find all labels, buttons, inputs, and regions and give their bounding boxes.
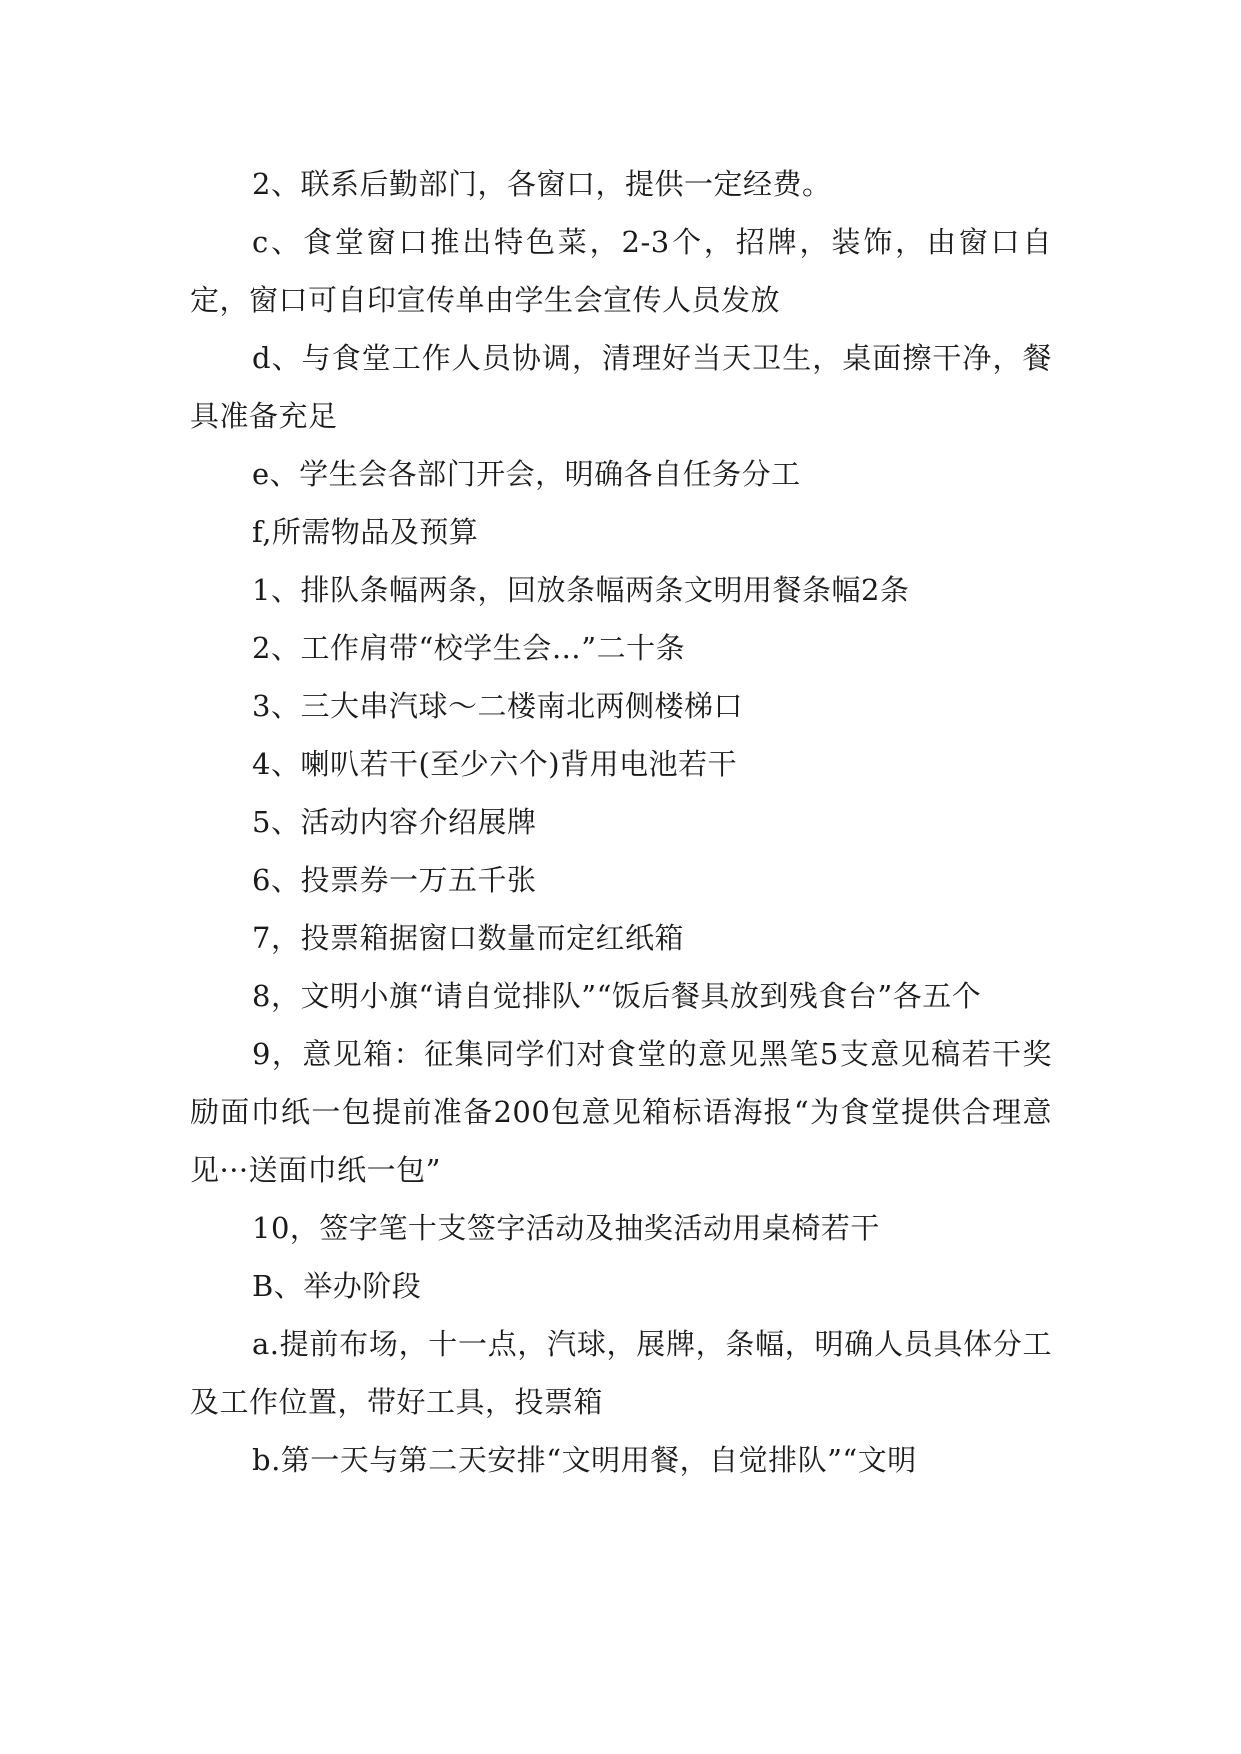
list-item-vote-tickets: 6、投票券一万五千张 [252,863,537,897]
list-item-flags: 8，文明小旗“请自觉排队”“饭后餐具放到残食台”各五个 [252,979,982,1013]
list-item-sashes: 2、工作肩带“校学生会…”二十条 [252,631,686,665]
list-item-balloons: 3、三大串汽球～二楼南北两侧楼梯口 [252,689,743,723]
paragraph-contact-logistics: 2、联系后勤部门，各窗口，提供一定经费。 [252,167,832,201]
list-item-display-boards: 5、活动内容介绍展牌 [252,805,537,839]
paragraph-canteen-coordination: d、与食堂工作人员协调，清理好当天卫生，桌面擦干净，餐具准备充足 [190,341,1052,433]
list-item-banners: 1、排队条幅两条，回放条幅两条文明用餐条幅2条 [252,573,910,607]
section-heading-event-stage: B、举办阶段 [252,1269,422,1303]
paragraph-materials-budget-heading: f,所需物品及预算 [252,515,479,549]
paragraph-setup: a.提前布场，十一点，汽球，展牌，条幅，明确人员具体分工及工作位置，带好工具，投票箱 [190,1327,1052,1419]
paragraph-department-meeting: e、学生会各部门开会，明确各自任务分工 [252,457,801,491]
list-item-pens-tables: 10，签字笔十支签字活动及抽奖活动用桌椅若干 [252,1211,880,1245]
list-item-suggestion-box: 9，意见箱：征集同学们对食堂的意见黑笔5支意见稿若干奖励面巾纸一包提前准备200包意见箱标语海报“为食堂提供合理意见···送面巾纸一包” [190,1037,1052,1187]
paragraph-special-dishes: c、食堂窗口推出特色菜，2-3个，招牌，装饰，由窗口自定，窗口可自印宣传单由学生会宣传人员发放 [190,225,1052,317]
document-body [190,155,1052,1489]
list-item-megaphones: 4、喇叭若干(至少六个)背用电池若干 [252,747,738,781]
list-item-ballot-boxes: 7，投票箱据窗口数量而定红纸箱 [252,921,684,955]
paragraph-day-schedule: b.第一天与第二天安排“文明用餐，自觉排队”“文明 [252,1443,917,1477]
